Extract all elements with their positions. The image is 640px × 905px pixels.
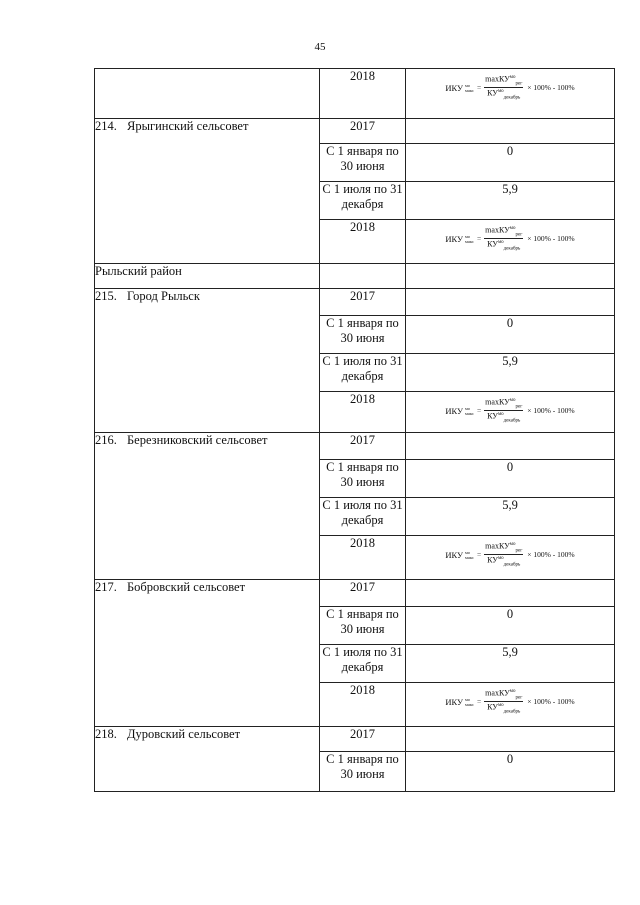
value-cell: 5,9 — [406, 645, 615, 683]
period-cell: 2018 — [320, 69, 406, 119]
formula-tail: × 100% - 100% — [527, 234, 575, 243]
municipality-name: Город Рыльск — [127, 289, 200, 303]
value-cell — [406, 727, 615, 752]
formula-cell — [406, 683, 615, 727]
period-cell: 2018 — [320, 392, 406, 433]
formula-fraction: $\frac{\max КУ^{мо}_{рег}}{КУ^{мо}_{декабрь}}$ — [485, 688, 523, 715]
formula-fraction: $\frac{\max КУ^{мо}_{рег}}{КУ^{мо}_{декабрь}}$ — [485, 74, 523, 101]
year-cell: 2017 — [320, 119, 406, 144]
table-row — [95, 433, 615, 460]
page-number: 45 — [314, 41, 326, 53]
table-row — [95, 289, 615, 316]
formula-lhs: ИКУ — [445, 233, 464, 244]
table-row — [95, 727, 615, 752]
year-cell: 2017 — [320, 580, 406, 607]
formula-lhs: ИКУ — [445, 82, 464, 93]
value-cell: 0 — [406, 752, 615, 792]
value-cell — [406, 433, 615, 460]
period-cell: С 1 января по 30 июня — [320, 752, 406, 792]
formula: ИКУ мо макс = $\frac{\max КУ^{мо}_{рег}}{КУ^{мо}_{декабрь}}$ × 100% - 100% — [445, 225, 575, 252]
name-cell — [95, 69, 320, 119]
tariff-table — [94, 68, 615, 792]
value-cell: 5,9 — [406, 182, 615, 220]
formula: ИКУ мо макс = $\frac{\max КУ^{мо}_{рег}}{КУ^{мо}_{декабрь}}$ × 100% - 100% — [445, 688, 575, 715]
row-number: 214. — [95, 119, 117, 133]
formula-cell — [406, 220, 615, 264]
empty-cell — [406, 264, 615, 289]
value-cell: 5,9 — [406, 498, 615, 536]
formula-lhs: ИКУ — [445, 549, 464, 560]
municipality-name-cell — [95, 289, 320, 433]
table-row — [95, 69, 615, 119]
period-cell: С 1 января по 30 июня — [320, 607, 406, 645]
row-number: 215. — [95, 289, 117, 303]
row-number: 216. — [95, 433, 117, 447]
formula-cell — [406, 392, 615, 433]
table-row — [95, 580, 615, 607]
municipality-name: Ярыгинский сельсовет — [127, 119, 249, 133]
value-cell: 5,9 — [406, 354, 615, 392]
value-cell — [406, 289, 615, 316]
formula-equals: = — [476, 234, 482, 243]
value-cell — [406, 580, 615, 607]
empty-cell — [320, 264, 406, 289]
period-cell: С 1 июля по 31 декабря — [320, 182, 406, 220]
formula-fraction: $\frac{\max КУ^{мо}_{рег}}{КУ^{мо}_{декабрь}}$ — [485, 541, 523, 568]
formula-equals: = — [476, 550, 482, 559]
formula: ИКУ мо макс = $\frac{\max КУ^{мо}_{рег}}{КУ^{мо}_{декабрь}}$ × 100% - 100% — [445, 397, 575, 424]
formula-equals: = — [476, 83, 482, 92]
district-name: Рыльский район — [95, 264, 320, 289]
period-cell: С 1 января по 30 июня — [320, 460, 406, 498]
formula-fraction: $\frac{\max КУ^{мо}_{рег}}{КУ^{мо}_{декабрь}}$ — [485, 225, 523, 252]
municipality-name: Бобровский сельсовет — [127, 580, 246, 594]
formula-tail: × 100% - 100% — [527, 83, 575, 92]
municipality-name-cell — [95, 727, 320, 792]
formula: ИКУ мо макс = $\frac{\max КУ^{мо}_{рег}}{КУ^{мо}_{декабрь}}$ × 100% - 100% — [445, 541, 575, 568]
value-cell: 0 — [406, 460, 615, 498]
table-row — [95, 119, 615, 144]
municipality-name-cell — [95, 580, 320, 727]
year-cell: 2017 — [320, 727, 406, 752]
formula-tail: × 100% - 100% — [527, 697, 575, 706]
period-cell: 2018 — [320, 220, 406, 264]
value-cell: 0 — [406, 607, 615, 645]
row-number: 217. — [95, 580, 117, 594]
formula: ИКУ мо макс = $\frac{\max КУ^{мо}_{рег}}{КУ^{мо}_{декабрь}}$ × 100% - 100% — [445, 74, 575, 101]
year-cell: 2017 — [320, 433, 406, 460]
period-cell: С 1 января по 30 июня — [320, 144, 406, 182]
period-cell: С 1 июля по 31 декабря — [320, 354, 406, 392]
formula-equals: = — [476, 697, 482, 706]
value-cell: 0 — [406, 144, 615, 182]
formula-cell — [406, 69, 615, 119]
municipality-name: Березниковский сельсовет — [127, 433, 268, 447]
period-cell: С 1 января по 30 июня — [320, 316, 406, 354]
municipality-name-cell — [95, 433, 320, 580]
municipality-name: Дуровский сельсовет — [127, 727, 241, 741]
period-cell: С 1 июля по 31 декабря — [320, 645, 406, 683]
value-cell — [406, 119, 615, 144]
formula-tail: × 100% - 100% — [527, 550, 575, 559]
table-row — [95, 264, 615, 289]
period-cell: 2018 — [320, 683, 406, 727]
formula-lhs: ИКУ — [445, 405, 464, 416]
formula-tail: × 100% - 100% — [527, 406, 575, 415]
formula-equals: = — [476, 406, 482, 415]
formula-fraction: $\frac{\max КУ^{мо}_{рег}}{КУ^{мо}_{декабрь}}$ — [485, 397, 523, 424]
value-cell: 0 — [406, 316, 615, 354]
row-number: 218. — [95, 727, 117, 741]
period-cell: 2018 — [320, 536, 406, 580]
period-cell: С 1 июля по 31 декабря — [320, 498, 406, 536]
formula-cell — [406, 536, 615, 580]
municipality-name-cell — [95, 119, 320, 264]
formula-lhs: ИКУ — [445, 696, 464, 707]
year-cell: 2017 — [320, 289, 406, 316]
